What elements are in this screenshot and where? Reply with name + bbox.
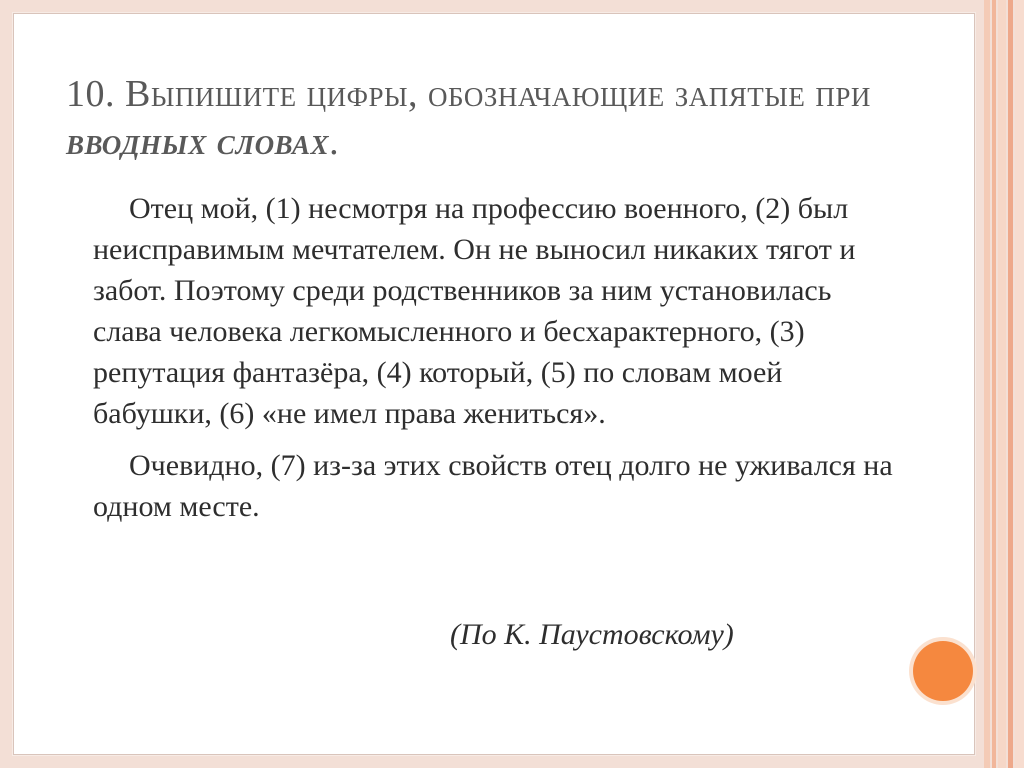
- task-title-text: Выпишите цифры, обозначающие запятые при: [125, 73, 871, 115]
- passage-source: (По К. Паустовскому): [450, 618, 734, 651]
- stripe: [984, 0, 990, 768]
- task-title-emphasis: вводных словах: [66, 121, 330, 163]
- stripe: [992, 0, 996, 768]
- stripe: [1015, 0, 1024, 768]
- passage-paragraph: Очевидно, (7) из-за этих свойств отец долго не уживался на одном месте.: [93, 449, 893, 523]
- passage-paragraph: Отец мой, (1) несмотря на профессию военного, (2) был неисправимым мечтателем. Он не выносил никаких тягот и забот. Поэтому среди родственников за ним установилась слава человека легкомысленного и бесхарактерного, (3) репутация фантазёра, (4) который, (5) по словам моей бабушки, (6) «не имел права жениться».: [93, 192, 856, 430]
- decorative-stripes: [984, 0, 1024, 768]
- task-title-end: .: [329, 121, 340, 163]
- task-number: 10.: [66, 73, 115, 115]
- decorative-circle: [913, 641, 973, 701]
- passage: [93, 188, 893, 527]
- task-title: [66, 70, 926, 166]
- stripe: [1008, 0, 1013, 768]
- stripe: [998, 0, 1006, 768]
